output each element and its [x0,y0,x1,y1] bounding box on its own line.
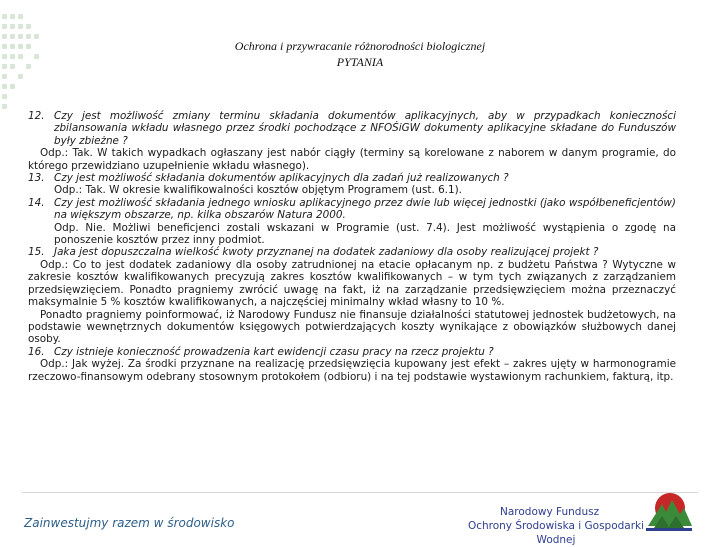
logo-line-1: Narodowy Fundusz [500,506,600,518]
qa-item-15 [28,246,676,345]
question-text: Czy jest możliwość składania jednego wniosku aplikacyjnego przez dwie lub więcej jednostki (jako współbeneficjentów) na większym obszarze, np. kilka obszarów Natura 2000. [54,196,676,222]
footer-slogan: Zainwestujmy razem w środowisko [24,516,235,530]
answer-text: Odp.: Tak. W okresie kwalifikowalności kosztów objętym Programem (ust. 6.1). [54,184,462,197]
question-text: Czy istnieje konieczność prowadzenia kart ewidencji czasu pracy na rzecz projektu ? [54,345,494,358]
page-title: Ochrona i przywracanie różnorodności biologicznej [234,39,486,53]
question-number: 15. [28,246,45,259]
question-text: Czy jest możliwość składania dokumentów aplikacyjnych dla zadań już realizowanych ? [54,172,509,185]
qa-item-14 [28,197,676,247]
question-text: Czy jest możliwość zmiany terminu składania dokumentów aplikacyjnych, aby w przypadkach konieczności zbilansowania wkładu własnego przez środki pochodzące z NFOŚiGW dokumenty aplikacyjne składane do Funduszów były zbieżne ? [54,110,676,147]
question-number: 14. [28,196,45,209]
qa-list [28,110,676,383]
answer-text: Odp.: Co to jest dodatek zadaniowy dla osoby zatrudnionej na etacie opłacanym np. z budżetu Państwa ? Wytyczne w zakresie kosztów kwalifikowanych precyzują zakres kosztów kwalifikowanych – w tym tych związanych z zarządzaniem przedsięwzięciem. Ponadto pragniemy zwrócić uwagę na fakt, iż na zarządzanie przedsięwzięciem można przeznaczyć maksymalnie 5 % kosztów kwalifikowanych, a najczęściej minimalny wkład własny to 10 %. [28,258,676,309]
question-number: 12. [28,110,45,122]
page-header [0,38,720,70]
answer-text: Odp. Nie. Możliwi beneficjenci zostali wskazani w Programie (ust. 7.4). Jest możliwość wystąpienia o zgodę na ponoszenie kosztów przez inny podmiot. [54,221,676,247]
answer-text: Odp.: Jak wyżej. Za środki przyznane na realizację przedsięwzięcia kupowany jest efekt – zakres ujęty w harmonogramie rzeczowo-finansowym odebrany stosownym protokołem (odbioru) i na tej podstawie wystawionym rachunkiem, fakturą, itp. [28,358,676,383]
nfosigw-logo-icon [640,486,696,534]
answer-text: Odp.: Tak. W takich wypadkach ogłaszany jest nabór ciągły (terminy są korelowane z naborem w danym programie, do którego przewidziano uzupełnienie wkładu własnego). [28,147,676,172]
page-subtitle: PYTANIA [336,55,384,69]
logo-line-2: Ochrony Środowiska i Gospodarki Wodnej [467,520,645,546]
question-text: Jaka jest dopuszczalna wielkość kwoty przyznanej na dodatek zadaniowy dla osoby realizującej projekt ? [54,246,599,259]
answer-extra-text: Ponadto pragniemy poinformować, iż Narodowy Fundusz nie finansuje działalności statutowej jednostek budżetowych, na podstawie wewnętrznych dokumentów księgowych potwierdzających koszty wynikające z obowiązków służbowych danej osoby. [28,308,676,346]
qa-item-12 [28,110,676,172]
question-number: 16. [28,345,45,358]
qa-item-13 [28,172,676,197]
qa-item-16 [28,346,676,383]
nfosigw-logo-text [456,505,656,547]
footer-divider [22,492,698,493]
question-number: 13. [28,172,45,185]
